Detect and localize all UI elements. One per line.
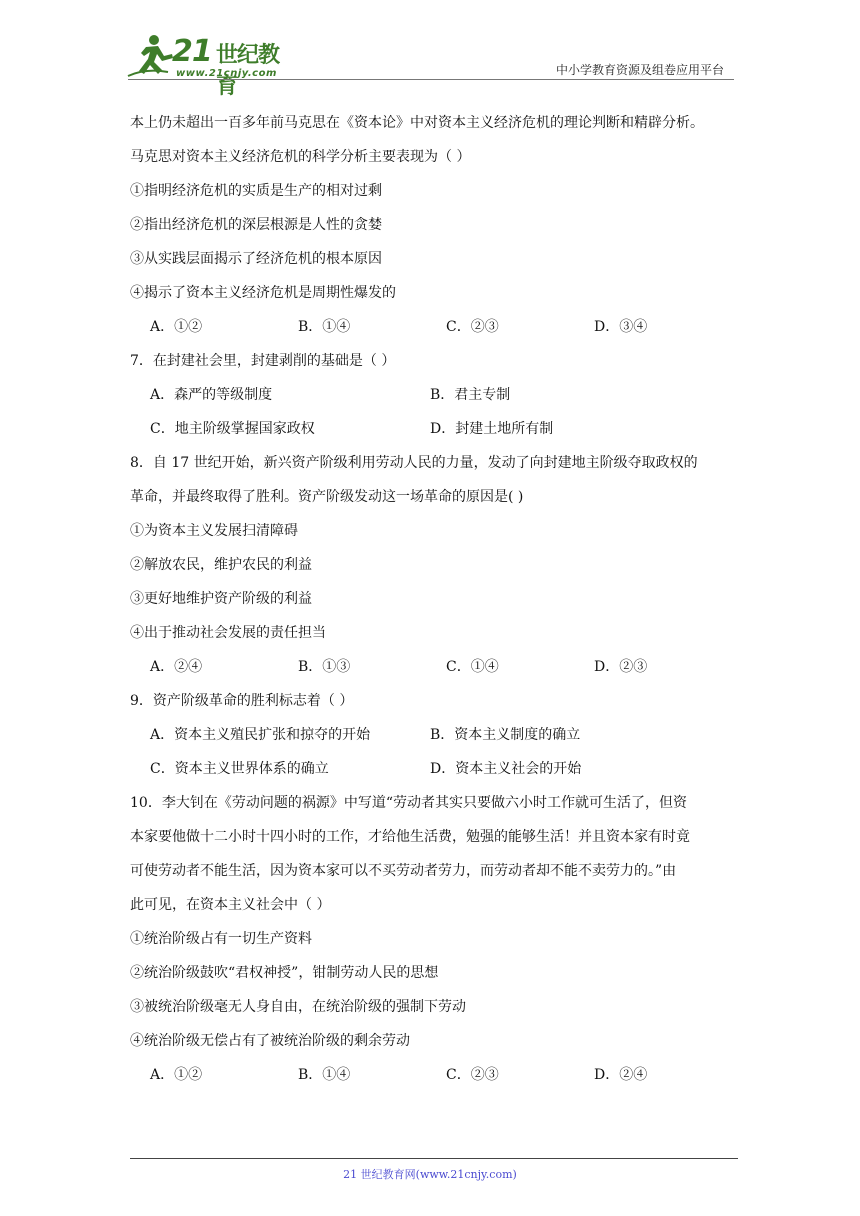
question-stem: 马克思对资本主义经济危机的科学分析主要表现为（ ）	[130, 149, 471, 165]
statement-1: ①指明经济危机的实质是生产的相对过剩	[130, 183, 382, 199]
statement-1: ①为资本主义发展扫清障碍	[130, 523, 298, 539]
page-header	[0, 0, 860, 99]
brand-logo	[124, 32, 294, 99]
logo-text: 世纪教育	[216, 43, 280, 99]
statement-1: ①统治阶级占有一切生产资料	[130, 931, 312, 947]
statement-2: ②统治阶级鼓吹“君权神授”，钳制劳动人民的思想	[130, 965, 439, 981]
header-divider	[128, 79, 734, 80]
statement-2: ②指出经济危机的深层根源是人性的贪婪	[130, 217, 382, 233]
option-c: C．资本主义世界体系的确立	[150, 761, 329, 777]
option-a: A．森严的等级制度	[150, 387, 273, 403]
option-a: A．②④	[150, 659, 203, 675]
question-8-stem: 8．自 17 世纪开始，新兴资产阶级利用劳动人民的力量，发动了向封建地主阶级夺取政权的	[130, 455, 698, 471]
answer-options	[130, 752, 742, 786]
question-10-stem-cont: 本家要他做十二小时十四小时的工作，才给他生活费，勉强的能够生活！并且资本家有时竟	[130, 829, 690, 845]
option-a: A．①②	[150, 319, 203, 335]
option-d: D．②④	[594, 1067, 648, 1083]
statement-4: ④统治阶级无偿占有了被统治阶级的剩余劳动	[130, 1033, 410, 1049]
option-d: D．资本主义社会的开始	[430, 761, 582, 777]
question-9-stem: 9．资产阶级革命的胜利标志着（ ）	[130, 693, 354, 709]
question-10-stem: 10．李大钊在《劳动问题的祸源》中写道“劳动者其实只要做六小时工作就可生活了，但资	[130, 795, 687, 811]
answer-options	[130, 412, 742, 446]
option-b: B．①③	[298, 659, 351, 675]
answer-options	[130, 1058, 742, 1092]
option-b: B．①④	[298, 1067, 351, 1083]
answer-options	[130, 718, 742, 752]
option-b: B．①④	[298, 319, 351, 335]
statement-3: ③更好地维护资产阶级的利益	[130, 591, 312, 607]
question-8-stem-cont: 革命，并最终取得了胜利。资产阶级发动这一场革命的原因是( )	[130, 489, 524, 505]
text-line: 本上仍未超出一百多年前马克思在《资本论》中对资本主义经济危机的理论判断和精辟分析。	[130, 115, 704, 131]
logo-url: www.21cnjy.com	[176, 68, 277, 79]
footer-divider	[130, 1158, 738, 1159]
question-7-stem: 7．在封建社会里，封建剥削的基础是（ ）	[130, 353, 396, 369]
statement-4: ④揭示了资本主义经济危机是周期性爆发的	[130, 285, 396, 301]
page-footer: 21 世纪教育网(www.21cnjy.com)	[343, 1168, 517, 1181]
question-content	[130, 106, 742, 1092]
option-c: C．②③	[446, 1067, 499, 1083]
option-d: D．封建土地所有制	[430, 421, 554, 437]
statement-3: ③被统治阶级毫无人身自由，在统治阶级的强制下劳动	[130, 999, 466, 1015]
question-10-stem-cont: 可使劳动者不能生活，因为资本家可以不买劳动者劳力，而劳动者却不能不卖劳力的。”由	[130, 863, 677, 879]
option-a: A．资本主义殖民扩张和掠夺的开始	[150, 727, 371, 743]
statement-2: ②解放农民，维护农民的利益	[130, 557, 312, 573]
statement-4: ④出于推动社会发展的责任担当	[130, 625, 326, 641]
question-10-stem-cont: 此可见，在资本主义社会中（ ）	[130, 897, 331, 913]
option-b: B．资本主义制度的确立	[430, 727, 581, 743]
answer-options	[130, 650, 742, 684]
option-d: D．②③	[594, 659, 648, 675]
option-c: C．①④	[446, 659, 499, 675]
option-d: D．③④	[594, 319, 648, 335]
option-c: C．地主阶级掌握国家政权	[150, 421, 315, 437]
platform-title: 中小学教育资源及组卷应用平台	[555, 63, 724, 77]
logo-number: 21	[172, 34, 212, 69]
option-a: A．①②	[150, 1067, 203, 1083]
option-c: C．②③	[446, 319, 499, 335]
answer-options	[130, 378, 742, 412]
statement-3: ③从实践层面揭示了经济危机的根本原因	[130, 251, 382, 267]
option-b: B．君主专制	[430, 387, 511, 403]
answer-options	[130, 310, 742, 344]
